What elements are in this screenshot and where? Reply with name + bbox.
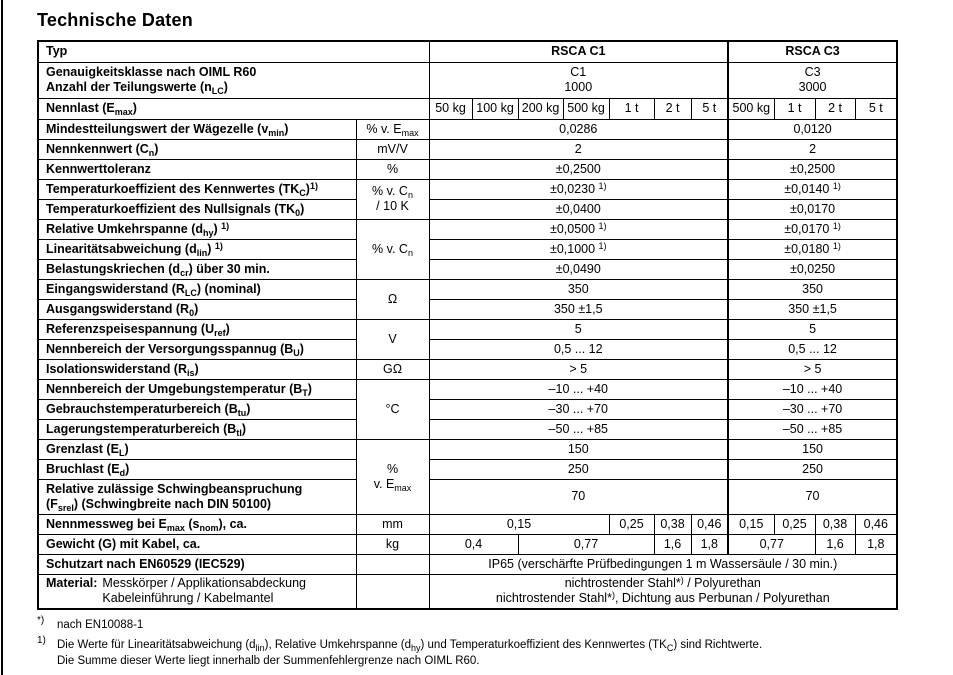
cell-gewicht-c3-0: 0,77 (728, 534, 815, 554)
cell-el-unit: % v. $E_{max}$ (356, 439, 429, 514)
cell-snom-c3-2: 0,38 (815, 514, 855, 534)
cell-dlin-label: Linearitätsabweichung $(d_{lin})$ $^{1)}$ (38, 239, 356, 259)
cell-r0-c1: 350 ±1,5 (429, 299, 728, 319)
cell-accuracy-c1: C1 1000 (429, 62, 728, 98)
cell-nennlast-c1-6: 5 t (691, 98, 728, 119)
cell-ktol-unit: % (356, 159, 429, 179)
cell-tk0-label: Temperaturkoeffizient des Nullsignals $(TK_0)$ (38, 199, 356, 219)
cell-nennlast-c1-2: 200 kg (518, 98, 563, 119)
cell-bt-unit: °C (356, 379, 429, 439)
cell-el-c1: 150 (429, 439, 728, 459)
cell-dhy-c3: ±0,0170 $^{1)}$ (728, 219, 897, 239)
row-schutzart (38, 554, 897, 574)
cell-snom-c1-1: 0,25 (609, 514, 654, 534)
row-el (38, 439, 897, 459)
cell-rlc-c3: 350 (728, 279, 897, 299)
cell-el-c3: 150 (728, 439, 897, 459)
row-ris (38, 359, 897, 379)
cell-ktol-c1: ±0,2500 (429, 159, 728, 179)
cell-bt-label: Nennbereich der Umgebungstemperatur $(B_T)$ (38, 379, 356, 399)
cell-ed-c1: 250 (429, 459, 728, 479)
cell-nennlast-c3-3: 5 t (855, 98, 897, 119)
cell-tkc-c1: ±0,0230 $^{1)}$ (429, 179, 728, 199)
cell-tkc-label: Temperaturkoeffizient des Kennwertes $(TK_C)^{1)}$ (38, 179, 356, 199)
row-ed (38, 459, 897, 479)
cell-material-value: nichtrostender Stahl*) / Polyurethan nichtrostender Stahl*), Dichtung aus Perbunan / Polyurethan (429, 574, 897, 609)
row-dhy (38, 219, 897, 239)
row-vmin (38, 119, 897, 139)
cell-bu-c1: 0,5 ... 12 (429, 339, 728, 359)
cell-snom-unit: mm (356, 514, 429, 534)
cell-dlin-c1: ±0,1000 $^{1)}$ (429, 239, 728, 259)
cell-snom-c3-1: 0,25 (774, 514, 815, 534)
row-bu (38, 339, 897, 359)
cell-bt-c1: –10 ... +40 (429, 379, 728, 399)
row-gewicht (38, 534, 897, 554)
cell-vmin-c3: 0,0120 (728, 119, 897, 139)
row-kennwerttoleranz (38, 159, 897, 179)
cell-dlin-c3: ±0,0180 $^{1)}$ (728, 239, 897, 259)
cell-btl-c1: –50 ... +85 (429, 419, 728, 439)
cell-typ-c1: RSCA C1 (429, 41, 728, 62)
cell-gewicht-unit: kg (356, 534, 429, 554)
cell-cn-c3: 2 (728, 139, 897, 159)
cell-r0-label: Ausgangswiderstand $(R_0)$ (38, 299, 356, 319)
cell-fsrel-c3: 70 (728, 479, 897, 514)
cell-gewicht-c1-3: 1,8 (691, 534, 728, 554)
row-tkc (38, 179, 897, 199)
cell-gewicht-c3-1: 1,6 (815, 534, 855, 554)
cell-nennlast-c1-3: 500 kg (563, 98, 609, 119)
cell-accuracy-c3: C3 3000 (728, 62, 897, 98)
cell-material-unit (356, 574, 429, 609)
cell-uref-label: Referenzspeisespannung $(U_{ref})$ (38, 319, 356, 339)
row-fsrel (38, 479, 897, 514)
cell-uref-c3: 5 (728, 319, 897, 339)
cell-ktol-label: Kennwerttoleranz (38, 159, 356, 179)
cell-dhy-c1: ±0,0500 $^{1)}$ (429, 219, 728, 239)
cell-cn-label: Nennkennwert $(C_n)$ (38, 139, 356, 159)
cell-material-label (38, 574, 356, 609)
cell-uref-c1: 5 (429, 319, 728, 339)
cell-btu-c3: –30 ... +70 (728, 399, 897, 419)
cell-bt-c3: –10 ... +40 (728, 379, 897, 399)
cell-schutzart-label: Schutzart nach EN60529 (IEC529) (38, 554, 356, 574)
cell-gewicht-c1-1: 0,77 (518, 534, 654, 554)
cell-typ-c3: RSCA C3 (728, 41, 897, 62)
cell-vmin-label: Mindestteilungswert der Wägezelle $(v_{min})$ (38, 119, 356, 139)
row-dcr (38, 259, 897, 279)
cell-fsrel-label: Relative zulässige Schwingbeanspruchung $(F_{srel})$ (Schwingbreite nach DIN 50100) (38, 479, 356, 514)
technical-data-table (37, 40, 898, 610)
footnote-star (37, 617, 933, 634)
cell-snom-label: Nennmessweg bei $E_{max}$ $(s_{nom})$, ca. (38, 514, 356, 534)
page-edge-line (1, 0, 3, 675)
cell-tk0-c3: ±0,0170 (728, 199, 897, 219)
row-btl (38, 419, 897, 439)
cell-gewicht-c1-2: 1,6 (654, 534, 691, 554)
cell-fsrel-c1: 70 (429, 479, 728, 514)
cell-dcr-label: Belastungskriechen $(d_{cr})$ über 30 min. (38, 259, 356, 279)
cell-ris-unit: GΩ (356, 359, 429, 379)
cell-rlc-label: Eingangswiderstand $(R_{LC})$ (nominal) (38, 279, 356, 299)
cell-dcr-c1: ±0,0490 (429, 259, 728, 279)
row-material (38, 574, 897, 609)
footnote-star-text: nach EN10088-1 (57, 619, 144, 631)
cell-tkc-unit: % v. $C_n$ / 10 K (356, 179, 429, 219)
cell-btl-label: Lagerungstemperaturbereich $(B_{tl})$ (38, 419, 356, 439)
cell-gewicht-c3-2: 1,8 (855, 534, 897, 554)
row-tk0 (38, 199, 897, 219)
cell-dhy-unit: % v. $C_n$ (356, 219, 429, 279)
cell-schutzart-value: IP65 (verschärfte Prüfbedingungen 1 m Wassersäule / 30 min.) (429, 554, 897, 574)
footnotes (37, 617, 933, 670)
cell-nennlast-c3-0: 500 kg (728, 98, 774, 119)
cell-snom-c1-0: 0,15 (429, 514, 609, 534)
cell-bu-c3: 0,5 ... 12 (728, 339, 897, 359)
cell-typ-label: Typ (38, 41, 429, 62)
cell-nennlast-c3-1: 1 t (774, 98, 815, 119)
row-r0 (38, 299, 897, 319)
cell-bu-label: Nennbereich der Versorgungsspannug $(B_U)$ (38, 339, 356, 359)
cell-tk0-c1: ±0,0400 (429, 199, 728, 219)
cell-snom-c3-3: 0,46 (855, 514, 897, 534)
row-btu (38, 399, 897, 419)
row-uref (38, 319, 897, 339)
cell-nennlast-c3-2: 2 t (815, 98, 855, 119)
cell-rlc-c1: 350 (429, 279, 728, 299)
material-label-bold: Material: (46, 576, 98, 591)
row-cn (38, 139, 897, 159)
material-label-rest: Messkörper / Applikationsabdeckung Kabeleinführung / Kabelmantel (102, 576, 306, 606)
cell-r0-c3: 350 ±1,5 (728, 299, 897, 319)
row-typ (38, 41, 897, 62)
cell-ris-c1: > 5 (429, 359, 728, 379)
cell-el-label: Grenzlast $(E_L)$ (38, 439, 356, 459)
row-nennlast (38, 98, 897, 119)
row-bt (38, 379, 897, 399)
footnote-1 (37, 634, 933, 670)
cell-gewicht-label: Gewicht (G) mit Kabel, ca. (38, 534, 356, 554)
row-dlin (38, 239, 897, 259)
row-rlc (38, 279, 897, 299)
footnote-1-text: Die Werte für Linearitätsabweichung $(d_{lin})$, Relative Umkehrspanne $(d_{hy})$ und Temperaturkoeffizient des Kennwertes $(TK_C)$ sind Richtwerte. Die Summe dieser Werte liegt innerhalb der Summenfehlergrenze nach OIML R60. (57, 638, 763, 667)
cell-btl-c3: –50 ... +85 (728, 419, 897, 439)
cell-nennlast-c1-1: 100 kg (472, 98, 518, 119)
cell-nennlast-c1-5: 2 t (654, 98, 691, 119)
row-accuracy-class (38, 62, 897, 98)
cell-btu-c1: –30 ... +70 (429, 399, 728, 419)
cell-uref-unit: V (356, 319, 429, 359)
cell-vmin-unit: % v. $E_{max}$ (356, 119, 429, 139)
cell-dhy-label: Relative Umkehrspanne $(d_{hy})$ $^{1)}$ (38, 219, 356, 239)
cell-nennlast-label: Nennlast $(E_{max})$ (38, 98, 429, 119)
cell-accuracy-label: Genauigkeitsklasse nach OIML R60 Anzahl der Teilungswerte $(n_{LC})$ (38, 62, 429, 98)
cell-vmin-c1: 0,0286 (429, 119, 728, 139)
footnote-star-marker: *) (37, 615, 45, 626)
cell-schutzart-unit (356, 554, 429, 574)
cell-dcr-c3: ±0,0250 (728, 259, 897, 279)
cell-rlc-unit: Ω (356, 279, 429, 319)
cell-snom-c1-3: 0,46 (691, 514, 728, 534)
cell-ktol-c3: ±0,2500 (728, 159, 897, 179)
cell-ed-label: Bruchlast $(E_d)$ (38, 459, 356, 479)
cell-tkc-c3: ±0,0140 $^{1)}$ (728, 179, 897, 199)
cell-cn-c1: 2 (429, 139, 728, 159)
cell-ed-c3: 250 (728, 459, 897, 479)
cell-gewicht-c1-0: 0,4 (429, 534, 518, 554)
footnote-1-marker: 1) (37, 634, 46, 646)
cell-ris-c3: > 5 (728, 359, 897, 379)
cell-nennlast-c1-0: 50 kg (429, 98, 472, 119)
page-title: Technische Daten (37, 10, 193, 30)
cell-ris-label: Isolationswiderstand $(R_{is})$ (38, 359, 356, 379)
cell-snom-c1-2: 0,38 (654, 514, 691, 534)
row-snom (38, 514, 897, 534)
cell-snom-c3-0: 0,15 (728, 514, 774, 534)
cell-nennlast-c1-4: 1 t (609, 98, 654, 119)
cell-cn-unit: mV/V (356, 139, 429, 159)
cell-btu-label: Gebrauchstemperaturbereich $(B_{tu})$ (38, 399, 356, 419)
